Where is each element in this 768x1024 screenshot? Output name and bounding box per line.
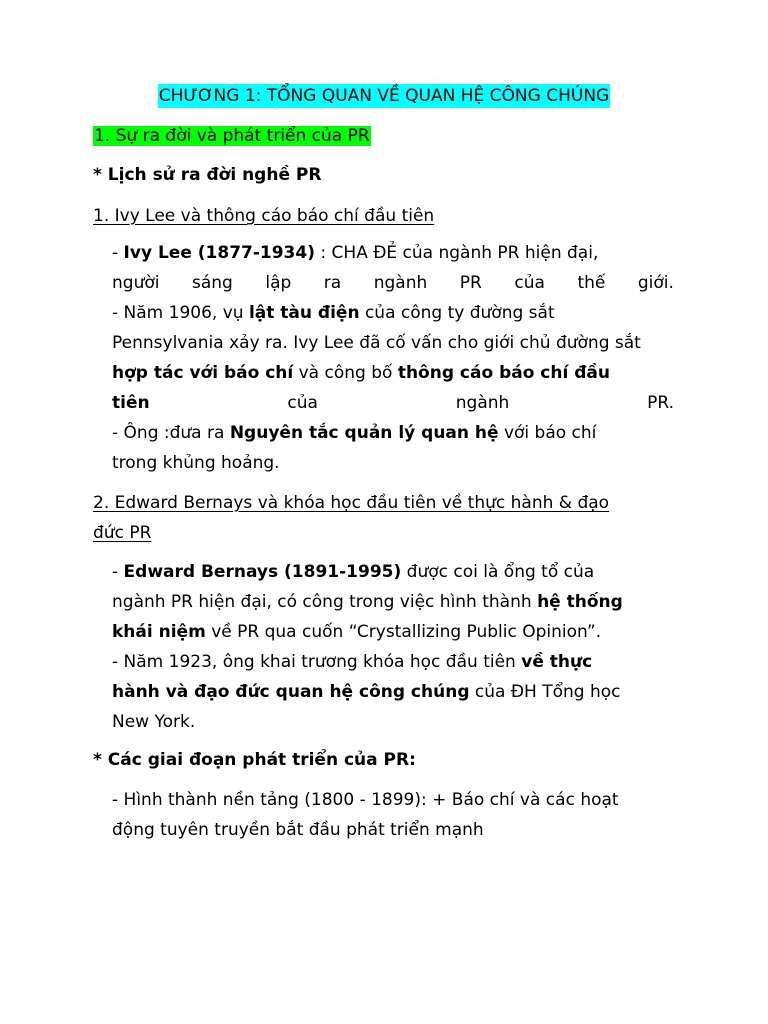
item1-bold: thông cáo báo chí đầu [397,363,610,383]
item2-line [112,557,674,587]
item1-text: - Ông :đưa ra [112,423,230,443]
item1-text: của công ty đường sắt [359,303,555,323]
item1-text: và công bố [293,363,398,383]
item2-bold: khái niệm [112,622,206,642]
item1-word: ngành [373,273,428,293]
item2-text: được coi là ổng tổ của [401,562,595,582]
item1-word: PR. [647,393,674,413]
item2-bold: Edward Bernays (1891-1995) [123,562,402,582]
chapter-title-wrap [0,84,768,108]
item1-word: sáng [191,273,233,293]
item1-word: thế [577,273,606,293]
chapter-title: CHƯƠNG 1: TỔNG QUAN VỀ QUAN HỆ CÔNG CHÚNG [158,86,610,106]
item1-word: lập [265,273,292,293]
item1-text: - [112,243,124,263]
stages-paragraph [112,785,674,845]
item1-text: : CHA ĐẺ của ngành PR hiện đại, [315,243,599,263]
item2-paragraph [112,557,674,737]
item1-line: trong khủng hoảng. [112,453,280,473]
item2-bold: hệ thống [537,592,623,612]
item1-word: người [112,273,160,293]
item1-bold: Nguyên tắc quản lý quan hệ [229,423,499,443]
item2-line: New York. [112,712,196,732]
item2-text: của ĐH Tổng học [469,682,621,702]
item1-line [112,268,674,298]
item2-bold: về thực [521,652,593,672]
item1-word: của [287,393,318,413]
item1-bold: tiên [112,393,150,413]
item2-text: ngành PR hiện đại, có công trong việc hình thành [112,592,538,612]
stages-line: - Hình thành nền tảng (1800 - 1899): + Báo chí và các hoạt [112,790,619,810]
item2-text: - [112,562,124,582]
item2-bold: hành và đạo đức quan hệ công chúng [112,682,470,702]
item2-line [112,587,674,617]
stages-line: động tuyên truyền bắt đầu phát triển mạnh [112,820,484,840]
item1-word: ra [323,273,342,293]
item2-text: về PR qua cuốn “Crystallizing Public Opinion”. [205,622,602,642]
item1-word: ngành [455,393,510,413]
item1-word: PR [459,273,482,293]
item1-word: giới. [637,273,674,293]
item2-text: - Năm 1923, ông khai trương khóa học đầu tiên [112,652,522,672]
item2-heading-line: đức PR [93,523,152,543]
item1-line [112,418,674,448]
item1-line [112,298,674,328]
item1-text: với báo chí [498,423,597,443]
item1-line [112,358,674,388]
item1-paragraph [112,238,674,478]
item2-heading [93,488,674,548]
item1-word: của [514,273,545,293]
item1-bold: Ivy Lee (1877-1934) [123,243,315,263]
item1-heading: 1. Ivy Lee và thông cáo báo chí đầu tiên [93,206,435,226]
item1-line [112,238,674,268]
item1-line [112,388,674,418]
section-heading-text: 1. Sự ra đời và phát triển của PR [94,126,370,146]
section-heading [93,124,371,148]
item1-bold: lật tàu điện [248,303,360,323]
item2-heading-line: 2. Edward Bernays và khóa học đầu tiên về thực hành & đạo [93,493,610,513]
item2-line [112,617,674,647]
item1-text: - Năm 1906, vụ [112,303,249,323]
item1-bold: hợp tác với báo chí [112,363,294,383]
stages-subheading: * Các giai đoạn phát triển của PR: [93,750,416,770]
item1-line: Pennsylvania xảy ra. Ivy Lee đã cố vấn cho giới chủ đường sắt [112,333,641,353]
item2-line [112,677,674,707]
item2-line [112,647,674,677]
history-subheading: * Lịch sử ra đời nghề PR [93,165,322,185]
